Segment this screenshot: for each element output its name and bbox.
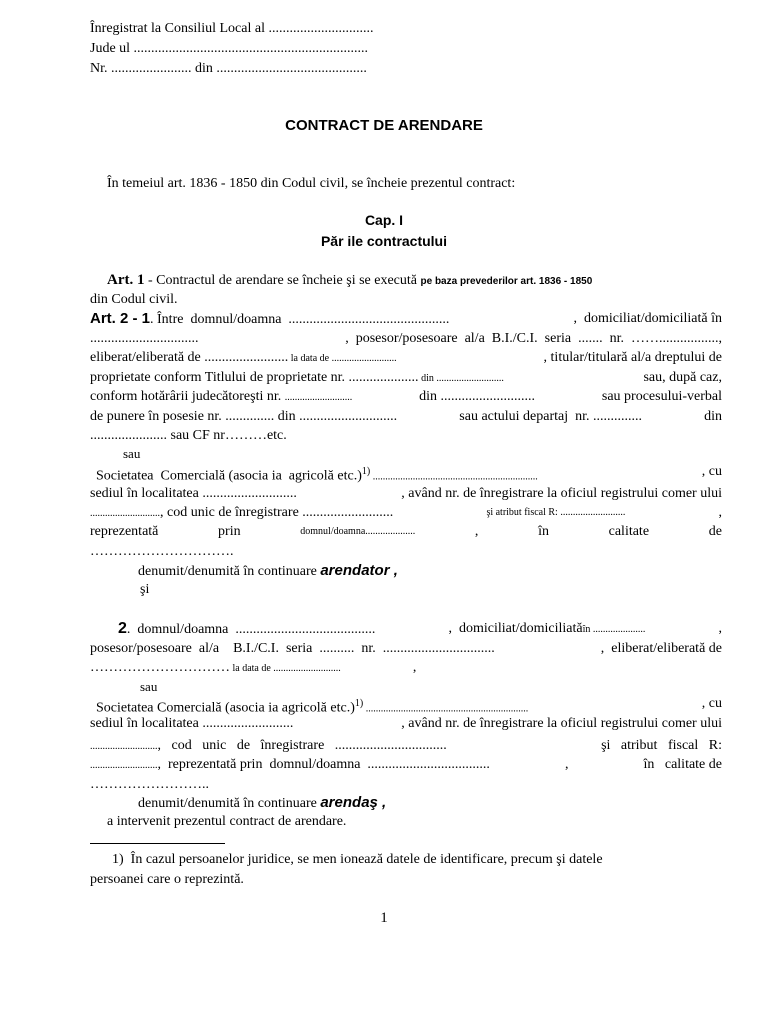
art2-text: , cod unic de înregistrare .......................... [160,505,394,520]
party2-text: , [718,621,722,636]
art2-text: la data de .......................... [288,353,397,364]
art2-text: de [708,524,722,539]
art2-text: conform hotărârii judecătoreşti nr. [90,389,285,404]
art2-text: eliberat/eliberată de ........................ [90,350,289,365]
party2-dots: …………………….. [90,777,209,792]
header-county-line: Jude ul ................................................................... [90,41,369,56]
art2-text: din [704,409,722,424]
art2-text: . Între domnul/doamna .............................................. [150,312,450,327]
party2-company-label: Societatea Comercială (asocia ia agricolă etc.) [96,700,355,716]
footnote-line-1: 1) În cazul persoanelor juridice, se men ionează datele de identificare, precum şi datele [112,852,603,867]
party2-text: ........................... [90,760,158,771]
party2-sau: sau [140,679,158,694]
art2-text: de punere în posesie nr. .............. din ............................ [90,409,398,424]
party2-text: , [564,757,569,772]
party2-text: ........................... [90,741,158,752]
art2-line-5 [90,389,722,406]
arendas-term: arendaş , [320,794,387,811]
art2-line-2 [90,331,722,347]
party2-number: 2 [118,620,127,637]
party2-text: sediul în localitatea .......................... [90,716,294,731]
party2-text: , cu [701,696,722,711]
art2-text: prin [218,524,241,539]
arendas-line [138,795,386,812]
art2-text: sediul în localitatea ........................... [90,486,297,501]
art2-text: sau, după caz, [643,370,722,385]
party2-seat-line [90,716,722,732]
art2-sau: sau [123,446,141,461]
art2-text: , titular/titulară al/a dreptului de [543,350,722,365]
party2-text: , având nr. de înregistrare la oficiul registrului comer ului [401,716,722,731]
party2-text: . domnul/doamna ........................................ [126,622,376,637]
party2-line-2 [90,641,722,657]
party2-rep-line [90,757,722,774]
art2-line-6 [90,409,722,425]
header-date-label: din ........................................... [195,61,367,76]
art2-text: , cu [701,464,722,479]
art2-text: , [718,505,722,520]
art2-text: sau procesului-verbal [601,389,722,404]
art2-label: Art. 2 - 1 [90,310,151,327]
footnote-line-2: persoanei care o reprezintă. [90,872,244,887]
footnote-ref: 1) [354,698,364,709]
party2-code-line [90,738,722,755]
designation-text: denumit/denumită în continuare [138,564,321,579]
art1-text-small: pe baza prevederilor art. 1836 - 1850 [420,276,593,287]
designation-text: denumit/denumită în continuare [138,796,321,811]
art2-text: , având nr. de înregistrare la oficiul registrului comer ului [401,486,722,501]
art2-code-line [90,505,722,522]
art2-text: , posesor/posesoare al/a B.I./C.I. seria ....... nr. ……................., [345,331,722,346]
art2-line-1 [90,311,722,328]
art2-text: sau actului departaj nr. .............. [459,409,643,424]
footnote-ref: 1) [361,466,371,477]
party2-company-line [96,696,722,718]
art1-continuation: din Codul civil. [90,292,178,307]
art2-text: proprietate conform Titlului de proprietate nr. .................... [90,370,419,385]
party2-text: , [412,660,417,675]
art2-text: , domiciliat/domiciliată în [573,311,722,326]
party2-text: , cod unic de înregistrare ................................ [157,738,447,753]
art2-text: reprezentată [90,524,159,539]
art2-company-line [96,464,722,486]
header-number-label: Nr. ....................... [90,61,195,76]
art1-text-b: şi se execută [346,273,421,288]
intervention-text: a intervenit prezentul contract de arendare. [107,814,347,829]
art1-text: - Contractul de arendare se încheie [144,273,347,288]
art2-line-7: ...................... sau CF nr………etc. [90,428,287,443]
art1-line [107,272,592,290]
party2-text: în ..................... [582,624,646,635]
party2-text: în calitate de [643,757,722,772]
art2-text: ............................ [90,508,160,519]
header-number-line [90,61,367,77]
party2-text: ................................................................. [363,703,529,715]
chapter-name: Păr ile contractului [320,233,448,249]
party2-text: posesor/posesoare al/a B.I./C.I. seria .......... nr. ................................ [90,641,495,656]
art2-text: .................................................................. [370,471,538,483]
art2-line-4 [90,370,722,387]
art2-text: şi atribut fiscal R: .......................... [486,507,626,518]
art2-text: ............................... [90,331,199,346]
art2-text: calitate [608,524,650,539]
art2-text: în [538,524,549,539]
header-registration-line: Înregistrat la Consiliul Local al .............................. [90,21,374,36]
page-number: 1 [380,910,388,926]
preamble-text: În temeiul art. 1836 - 1850 din Codul civil, se încheie prezentul contract: [107,176,516,191]
art2-text: domnul/doamna.................... [300,526,416,537]
party2-line-1 [118,621,722,638]
document-title: CONTRACT DE ARENDARE [285,117,483,134]
party2-text: , domiciliat/domiciliată [448,621,583,636]
art2-seat-line [90,486,722,502]
party2-text: la data de ........................... [230,663,341,674]
party2-line-3 [90,660,416,677]
art1-label: Art. 1 [107,272,145,288]
art2-rep-line [90,524,722,540]
chapter-number: Cap. I [364,212,404,228]
art2-text: din ........................... [418,373,504,384]
party2-text: , reprezentată prin domnul/doamna ................................... [157,757,490,772]
arendator-term: arendator , [320,562,398,579]
art2-line-3 [90,350,722,367]
art2-text: din ........................... [419,389,536,404]
art2-text: ........................... [284,392,353,403]
footnote-separator [90,843,225,844]
art2-company-label: Societatea Comercială (asocia ia agricolă etc.) [96,468,362,484]
party2-text: şi atribut fiscal R: [601,738,722,753]
and-conjunction: şi [140,582,150,597]
party2-text: , eliberat/eliberată de [600,641,722,656]
party2-text: ………………………… [90,660,230,675]
art2-text: , [474,524,479,539]
arendator-line [138,563,398,580]
art2-dots: …………………………. [90,544,234,559]
